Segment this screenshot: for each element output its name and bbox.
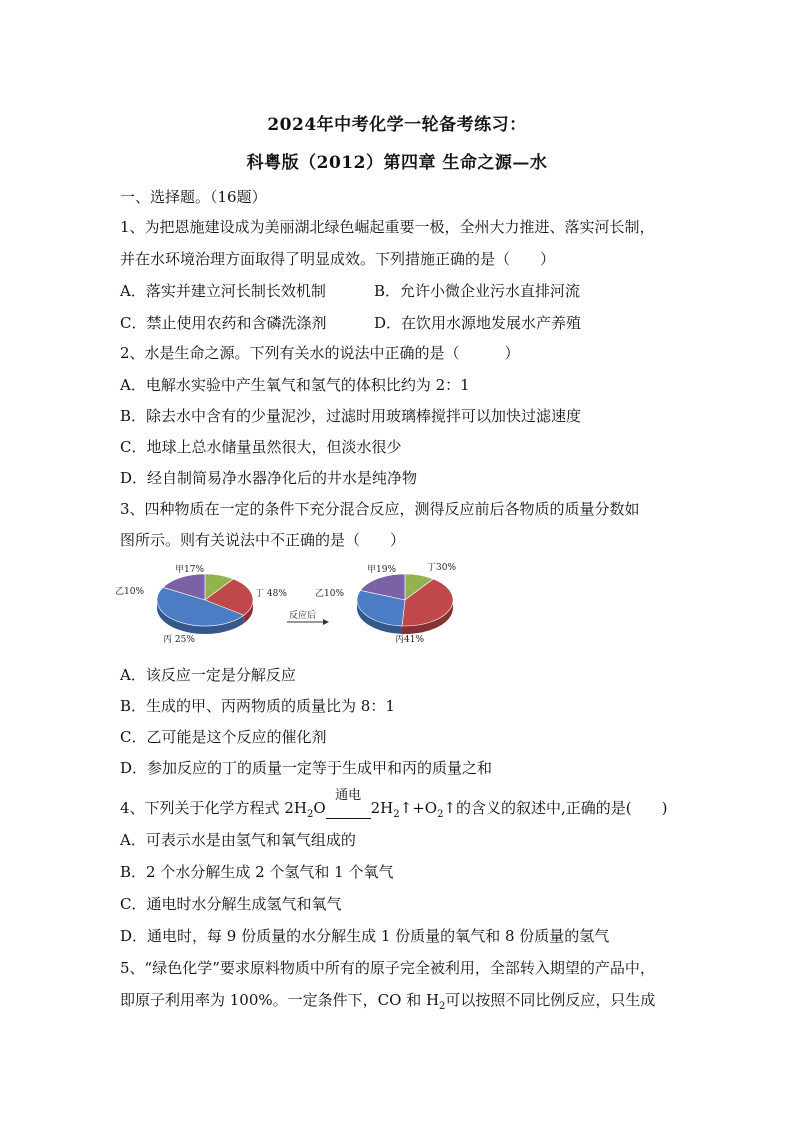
q5-stem-line2: 即原子利用率为 100%。一定条件下，CO 和 $H_2$可以按照不同比例反应，只生成 bbox=[120, 991, 656, 1012]
document-subtitle: 科粤版（2012）第四章 生命之源—水 bbox=[246, 153, 548, 173]
q3-option-a: A．该反应一定是分解反应 bbox=[120, 666, 296, 684]
q2-option-c: C．地球上总水储量虽然很大，但淡水很少 bbox=[120, 438, 402, 456]
q4-option-a: A．可表示水是由氢气和氧气组成的 bbox=[120, 831, 356, 849]
q3-option-d: D．参加反应的丁的质量一定等于生成甲和丙的质量之和 bbox=[120, 759, 493, 777]
q3-stem-line1: 3、四种物质在一定的条件下充分混合反应，测得反应前后各物质的质量分数如 bbox=[120, 500, 640, 518]
q1-option-d: D．在饮用水源地发展水产养殖 bbox=[374, 314, 582, 332]
pie-label-乙: 乙10% bbox=[315, 589, 345, 599]
document-title: 2024年中考化学一轮备考练习： bbox=[267, 115, 527, 135]
pie-label-甲: 甲17% bbox=[175, 565, 205, 575]
pie-chart-figure bbox=[115, 560, 475, 650]
q1-stem-line1: 1、为把恩施建设成为美丽湖北绿色崛起重要一极，全州大力推进、落实河长制， bbox=[120, 218, 655, 236]
q1-option-b: B．允许小微企业污水直排河流 bbox=[374, 282, 581, 300]
pie-chart-before bbox=[115, 564, 287, 645]
q2-option-b: B．除去水中含有的少量泥沙，过滤时用玻璃棒搅拌可以加快过滤速度 bbox=[120, 407, 582, 425]
reaction-arrow-label: 反应后 bbox=[289, 611, 317, 621]
reaction-condition: 通电 bbox=[326, 797, 371, 819]
q5-stem-line1: 5、“绿色化学”要求原料物质中所有的原子完全被利用，全部转入期望的产品中， bbox=[120, 959, 655, 977]
q1-stem-line2: 并在水环境治理方面取得了明显成效。下列措施正确的是（ ） bbox=[120, 250, 556, 268]
q2-option-a: A．电解水实验中产生氧气和氢气的体积比约为 2：1 bbox=[120, 376, 470, 394]
q4-option-c: C．通电时水分解生成氢气和氧气 bbox=[120, 895, 342, 913]
q3-option-c: C．乙可能是这个反应的催化剂 bbox=[120, 728, 327, 746]
pie-label-丁: 丁30% bbox=[427, 563, 457, 573]
pie-label-丁: 丁 48% bbox=[255, 589, 287, 599]
q1-option-a: A．落实并建立河长制长效机制 bbox=[120, 282, 326, 300]
pie-chart-after bbox=[315, 562, 456, 645]
q3-option-b: B．生成的甲、丙两物质的质量比为 8：1 bbox=[120, 697, 395, 715]
pie-label-乙: 乙10% bbox=[115, 587, 145, 597]
q4-option-b: B．2 个水分解生成 2 个氢气和 1 个氧气 bbox=[120, 863, 394, 881]
pie-label-丙: 丙 25% bbox=[163, 635, 195, 645]
q4-stem: 4、下列关于化学方程式 $2H_2O$ 通电 $2H_2↑+O_2↑$的含义的叙述中,正确的是( ) bbox=[120, 788, 668, 820]
reaction-arrow bbox=[287, 609, 329, 625]
q1-option-c: C．禁止使用农药和含磷洗涤剂 bbox=[120, 314, 327, 332]
q4-option-d: D．通电时，每 9 份质量的水分解生成 1 份质量的氧气和 8 份质量的氢气 bbox=[120, 927, 610, 945]
section-heading: 一、选择题。（16题） bbox=[120, 188, 267, 206]
pie-label-甲: 甲19% bbox=[367, 565, 397, 575]
q3-stem-line2: 图所示。则有关说法中不正确的是（ ） bbox=[120, 531, 406, 549]
q2-option-d: D．经自制简易净水器净化后的井水是纯净物 bbox=[120, 469, 418, 487]
q2-stem: 2、水是生命之源。下列有关水的说法中正确的是（ ） bbox=[120, 344, 520, 362]
pie-label-丙: 丙41% bbox=[395, 635, 425, 645]
